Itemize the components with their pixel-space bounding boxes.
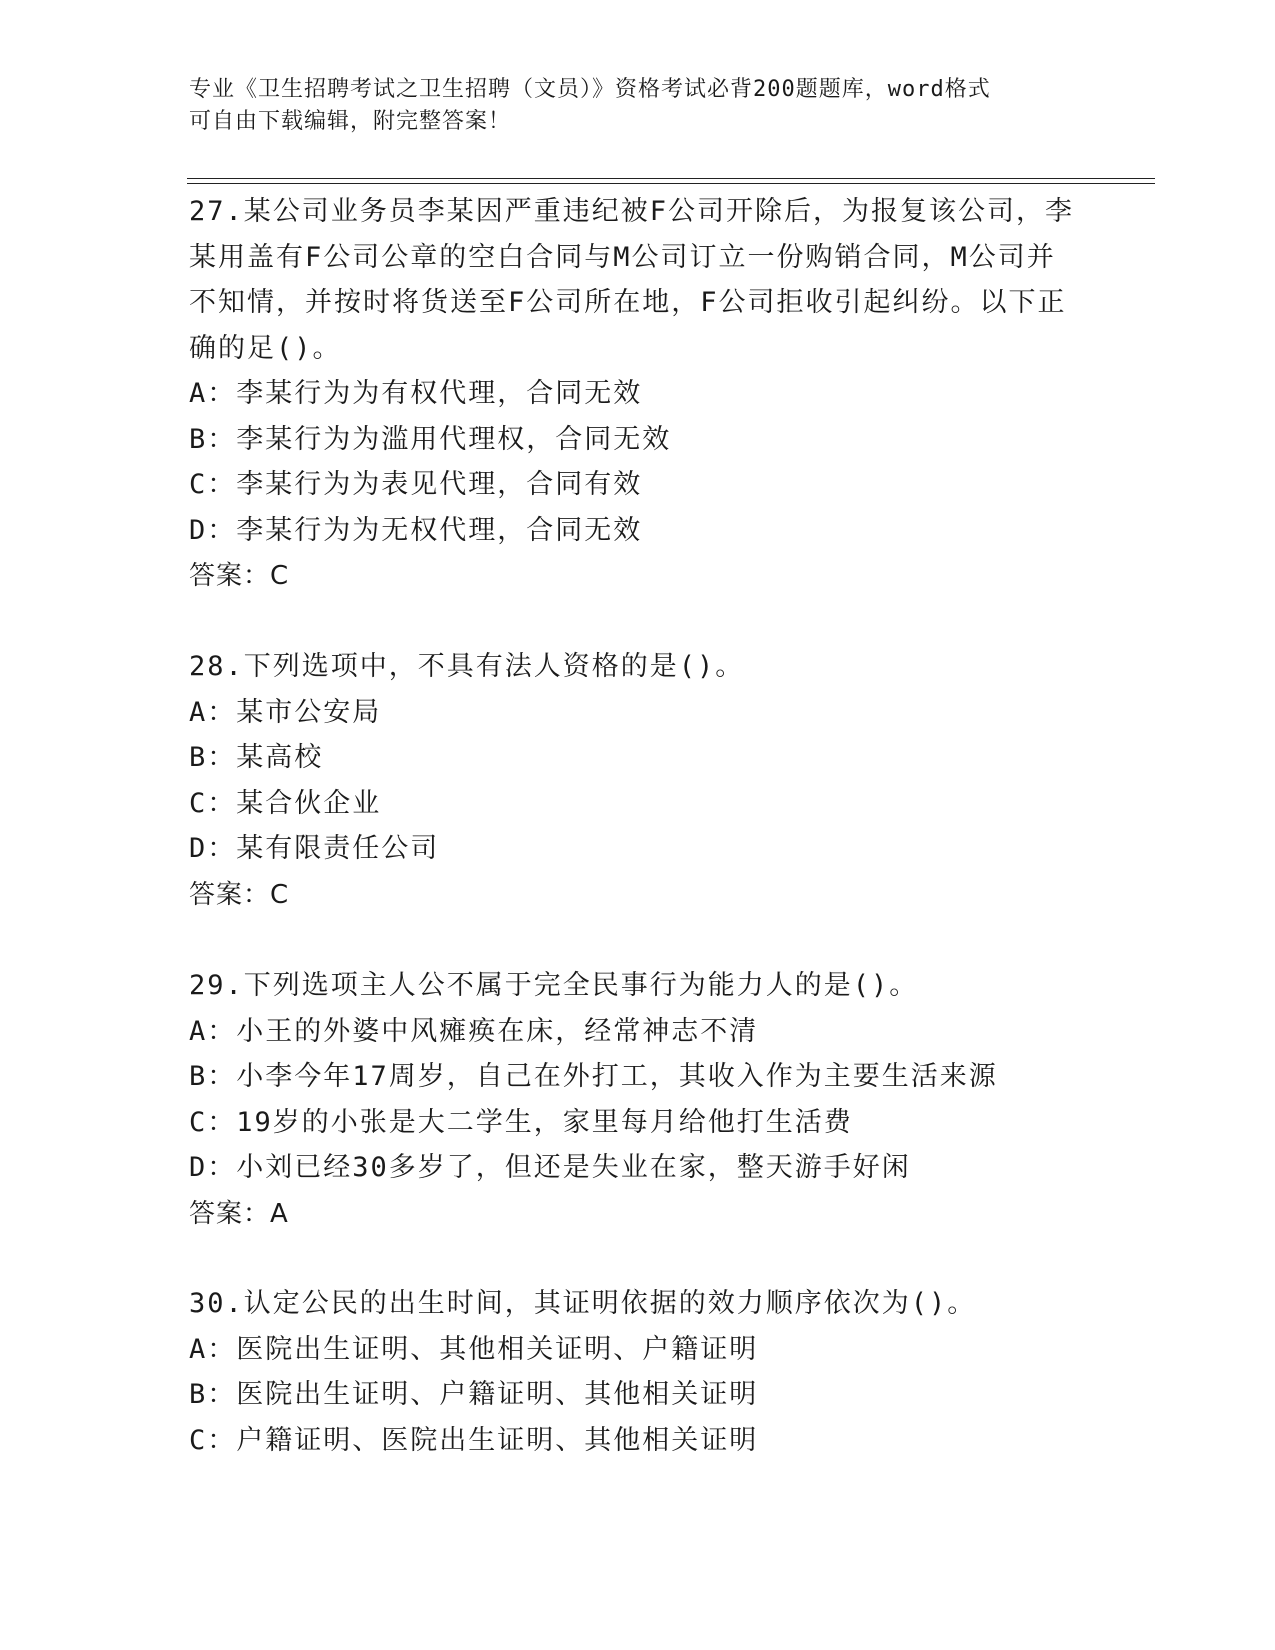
- header-line-2: 可自由下载编辑，附完整答案！: [189, 109, 512, 134]
- option-a: A：李某行为为有权代理，合同无效: [189, 378, 643, 409]
- question-stem: [189, 963, 1089, 1009]
- option-d: D：小刘已经30多岁了，但还是失业在家，整天游手好闲: [189, 1152, 911, 1183]
- stem-line: 确的足()。: [189, 332, 342, 364]
- option-c: C：户籍证明、医院出生证明、其他相关证明: [189, 1424, 759, 1456]
- option-a: A：医院出生证明、其他相关证明、户籍证明: [189, 1333, 759, 1365]
- option-d: D：某有限责任公司: [189, 833, 440, 864]
- question-28: [189, 644, 1089, 918]
- header-divider-top: [187, 178, 1155, 179]
- document-header: [189, 74, 1089, 138]
- answer-line: 答案：C: [189, 561, 290, 591]
- stem-line: 30.认定公民的出生时间，其证明依据的效力顺序依次为()。: [189, 1288, 977, 1319]
- answer-line: 答案：A: [189, 1198, 289, 1229]
- stem-line: 27.某公司业务员李某因严重违纪被F公司开除后，为报复该公司，李: [189, 196, 1075, 227]
- question-stem: [189, 644, 1089, 690]
- option-b: B：李某行为为滥用代理权，合同无效: [189, 423, 672, 455]
- header-divider-bottom: [187, 183, 1155, 184]
- option-a: A：小王的外婆中风瘫痪在床，经常神志不清: [189, 1015, 759, 1047]
- question-27: [189, 189, 1089, 599]
- header-line-1: 专业《卫生招聘考试之卫生招聘（文员）》资格考试必背200题题库，word格式: [189, 77, 991, 102]
- stem-line: 28.下列选项中，不具有法人资格的是()。: [189, 651, 745, 682]
- question-30: [189, 1281, 1089, 1463]
- option-c: C：19岁的小张是大二学生，家里每月给他打生活费: [189, 1106, 853, 1138]
- answer-line: 答案：C: [189, 879, 290, 910]
- stem-line: 不知情，并按时将货送至F公司所在地，F公司拒收引起纠纷。以下正: [189, 287, 1067, 318]
- option-b: B：医院出生证明、户籍证明、其他相关证明: [189, 1379, 759, 1410]
- question-stem: [189, 189, 1089, 371]
- option-b: B：某高校: [189, 742, 324, 773]
- stem-line: 某用盖有F公司公章的空白合同与M公司订立一份购销合同，M公司并: [189, 241, 1056, 273]
- option-c: C：某合伙企业: [189, 787, 382, 819]
- option-c: C：李某行为为表见代理，合同有效: [189, 469, 643, 500]
- option-d: D：李某行为为无权代理，合同无效: [189, 514, 643, 546]
- option-b: B：小李今年17周岁，自己在外打工，其收入作为主要生活来源: [189, 1061, 998, 1092]
- stem-line: 29.下列选项主人公不属于完全民事行为能力人的是()。: [189, 970, 919, 1001]
- question-29: [189, 963, 1089, 1237]
- question-stem: [189, 1281, 1089, 1327]
- option-a: A：某市公安局: [189, 696, 382, 728]
